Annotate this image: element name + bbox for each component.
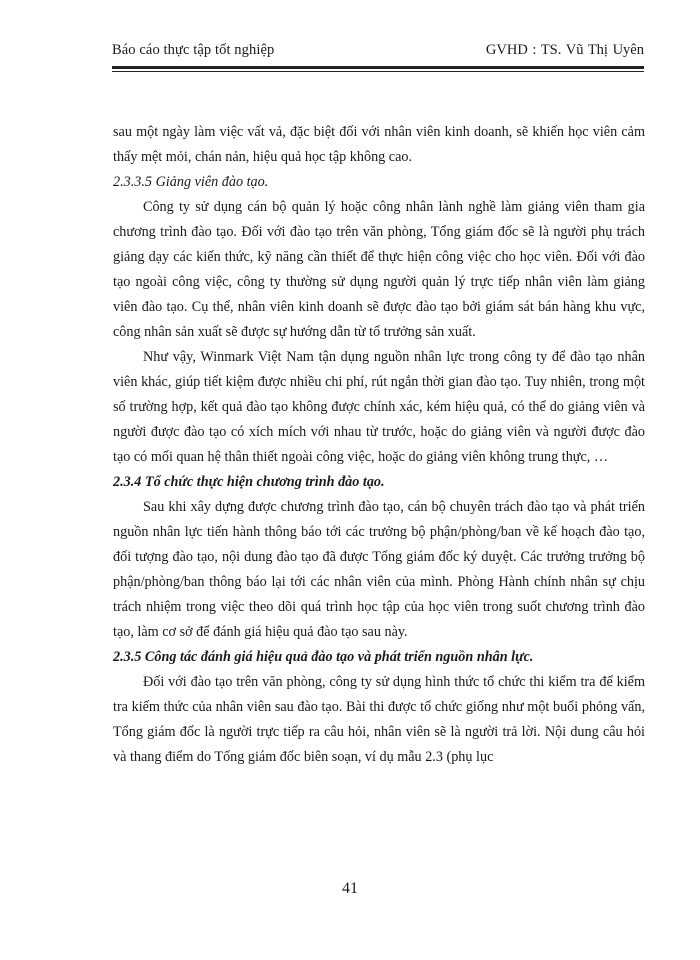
- heading-2-3-4: 2.3.4 Tổ chức thực hiện chương trình đào tạo.: [113, 474, 385, 490]
- paragraph-summary: Như vậy, Winmark Việt Nam tận dụng nguồn nhân lực trong công ty để đào tạo nhân viên khác, giúp tiết kiệm được nhiều chi phí, rút ngắn thời gian đào tạo. Tuy nhiên, trong một số trường hợp, kết quả đào tạo không được chính xác, kém hiệu quả, có thể do giảng viên và người được đào tạo có xích mích với nhau từ trước, hoặc do giảng viên và người được đào tạo có mối quan hệ thân thiết ngoài công việc, hoặc do giảng viên không trung thực, …: [113, 349, 645, 465]
- paragraph-trainers: Công ty sử dụng cán bộ quản lý hoặc công nhân lành nghề làm giảng viên tham gia chương trình đào tạo. Đối với đào tạo trên văn phòng, Tổng giám đốc sẽ là người phụ trách giảng dạy các kiến thức, kỹ năng cần thiết để thực hiện công việc cho học viên. Đối với đào tạo ngoài công việc, công ty thường sử dụng người quản lý trực tiếp nhân viên làm giảng viên đào tạo. Cụ thể, nhân viên kinh doanh sẽ được đào tạo bởi giám sát bán hàng khu vực, công nhân sản xuất sẽ được sự hướng dẫn từ tổ trưởng sản xuất.: [113, 199, 645, 340]
- paragraph-implementation: Sau khi xây dựng được chương trình đào tạo, cán bộ chuyên trách đào tạo và phát triển nguồn nhân lực tiến hành thông báo tới các trưởng bộ phận/phòng/ban về kế hoạch đào tạo, đối tượng đào tạo, nội dung đào tạo đã được Tổng giám đốc ký duyệt. Các trưởng trưởng bộ phận/phòng/ban thông báo lại tới các nhân viên của mình. Phòng Hành chính nhân sự chịu trách nhiệm trong việc theo dõi quá trình học tập của học viên trong suốt chương trình đào tạo, làm cơ sở để đánh giá hiệu quả đào tạo sau này.: [113, 499, 645, 640]
- page-number: 41: [342, 880, 358, 897]
- paragraph-evaluation: Đối với đào tạo trên văn phòng, công ty sử dụng hình thức tổ chức thi kiểm tra để kiểm tra kiếm thức của nhân viên sau đào tạo. Bài thi được tổ chức giống như một buổi phỏng vấn, Tổng giám đốc là người trực tiếp ra câu hỏi, nhân viên sẽ là người trả lời. Nội dung câu hỏi và thang điểm do Tổng giám đốc biên soạn, ví dụ mẫu 2.3 (phụ lục: [113, 674, 645, 765]
- header-rule-thick: [112, 66, 644, 69]
- page-header: [112, 42, 644, 64]
- continuation-paragraph: sau một ngày làm việc vất vả, đặc biệt đối với nhân viên kinh doanh, sẽ khiến học viên cảm thấy mệt mỏi, chán nản, hiệu quả học tập không cao.: [113, 124, 645, 165]
- header-report-title: Báo cáo thực tập tốt nghiệp: [112, 42, 275, 58]
- header-supervisor: GVHD : TS. Vũ Thị Uyên: [485, 42, 644, 58]
- page-body: [113, 120, 645, 770]
- heading-2-3-5: 2.3.5 Công tác đánh giá hiệu quả đào tạo và phát triển nguồn nhân lực.: [113, 649, 534, 665]
- header-rule-thin: [112, 71, 644, 72]
- heading-2-3-3-5: 2.3.3.5 Giảng viên đào tạo.: [113, 174, 269, 190]
